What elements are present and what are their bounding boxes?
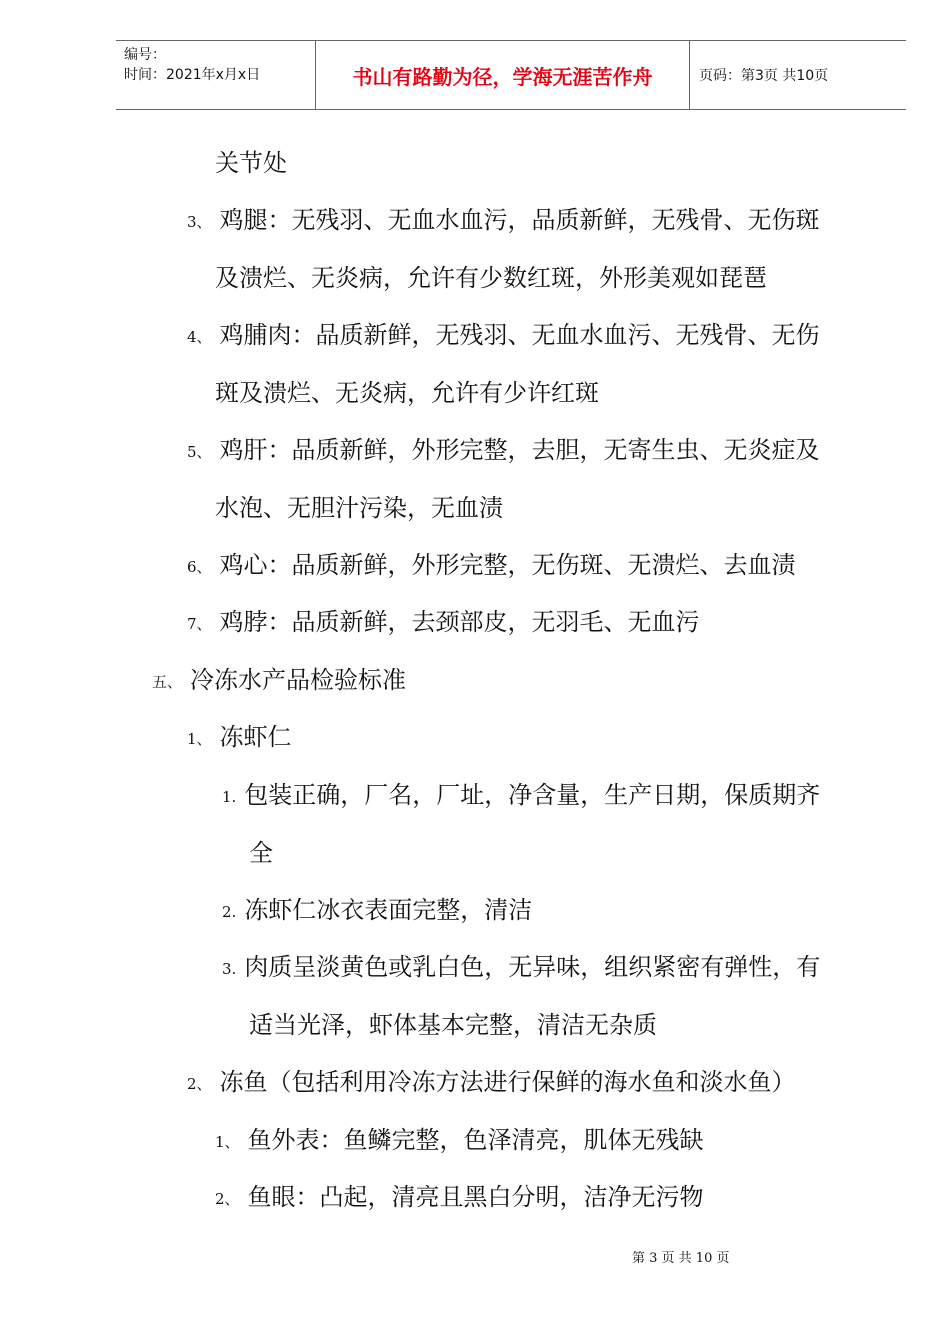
line-text: 及溃烂、无炎病，允许有少数红斑，外形美观如琵琶 <box>215 264 767 292</box>
line-text: 全 <box>249 839 273 867</box>
line-text: 鱼眼：凸起，清亮且黑白分明，洁净无污物 <box>247 1183 704 1211</box>
list-number: 3、 <box>187 212 212 231</box>
text-line <box>215 493 503 523</box>
list-item <box>187 435 820 467</box>
list-number: 1、 <box>187 729 212 748</box>
list-item <box>187 550 796 582</box>
list-number: 7、 <box>187 614 212 633</box>
line-text: 鸡脯肉：品质新鲜，无残羽、无血水血污、无残骨、无伤 <box>219 321 820 349</box>
list-item <box>215 1182 704 1214</box>
line-text: 冷冻水产品检验标准 <box>190 666 407 694</box>
list-number: 2. <box>222 902 237 921</box>
line-text: 冻虾仁 <box>219 723 292 751</box>
line-text: 鸡腿：无残羽、无血水血污，品质新鲜，无残骨、无伤斑 <box>219 206 820 234</box>
page-indicator: 页码：第3页 共10页 <box>699 68 829 84</box>
list-number: 1. <box>222 787 237 806</box>
text-line <box>215 378 599 408</box>
list-item <box>222 952 820 984</box>
list-item <box>187 1067 796 1099</box>
line-text: 水泡、无胆汁污染，无血渍 <box>215 494 503 522</box>
line-text: 冻鱼（包括利用冷冻方法进行保鲜的海水鱼和淡水鱼） <box>219 1068 796 1096</box>
list-item <box>187 722 292 754</box>
line-text: 斑及溃烂、无炎病，允许有少许红斑 <box>215 379 599 407</box>
motto: 书山有路勤为径，学海无涯苦作舟 <box>315 41 690 109</box>
page-footer: 第 3 页 共 10 页 <box>632 1251 730 1266</box>
line-text: 冻虾仁冰衣表面完整，清洁 <box>244 896 533 924</box>
section-number: 五、 <box>152 672 183 691</box>
list-item <box>222 895 532 927</box>
list-number: 1、 <box>215 1132 240 1151</box>
page-header <box>116 40 906 110</box>
line-text: 肉质呈淡黄色或乳白色，无异味，组织紧密有弹性，有 <box>244 953 821 981</box>
line-text: 鸡肝：品质新鲜，外形完整，去胆，无寄生虫、无炎症及 <box>219 436 820 464</box>
id-label: 编号： <box>124 47 166 63</box>
time-label: 时间：2021年x月x日 <box>124 67 261 83</box>
line-text: 适当光泽，虾体基本完整，清洁无杂质 <box>249 1011 657 1039</box>
list-item <box>187 607 700 639</box>
header-meta <box>116 41 315 109</box>
line-text: 鱼外表：鱼鳞完整，色泽清亮，肌体无残缺 <box>247 1126 704 1154</box>
list-item <box>222 780 820 812</box>
line-text: 鸡心：品质新鲜，外形完整，无伤斑、无溃烂、去血渍 <box>219 551 796 579</box>
list-item <box>187 205 820 237</box>
list-number: 2、 <box>215 1189 240 1208</box>
list-item <box>215 1125 704 1157</box>
line-text: 鸡脖：品质新鲜，去颈部皮，无羽毛、无血污 <box>219 608 700 636</box>
list-number: 3. <box>222 959 237 978</box>
list-item <box>187 320 820 352</box>
text-line <box>215 263 767 293</box>
section-heading <box>152 665 406 697</box>
line-text: 包装正确，厂名，厂址，净含量，生产日期，保质期齐 <box>244 781 821 809</box>
list-number: 4、 <box>187 327 212 346</box>
line-text: 关节处 <box>215 149 287 177</box>
text-line <box>249 1010 657 1040</box>
list-number: 6、 <box>187 557 212 576</box>
list-number: 2、 <box>187 1074 212 1093</box>
text-line <box>215 148 287 178</box>
list-number: 5、 <box>187 442 212 461</box>
text-line <box>249 838 273 868</box>
